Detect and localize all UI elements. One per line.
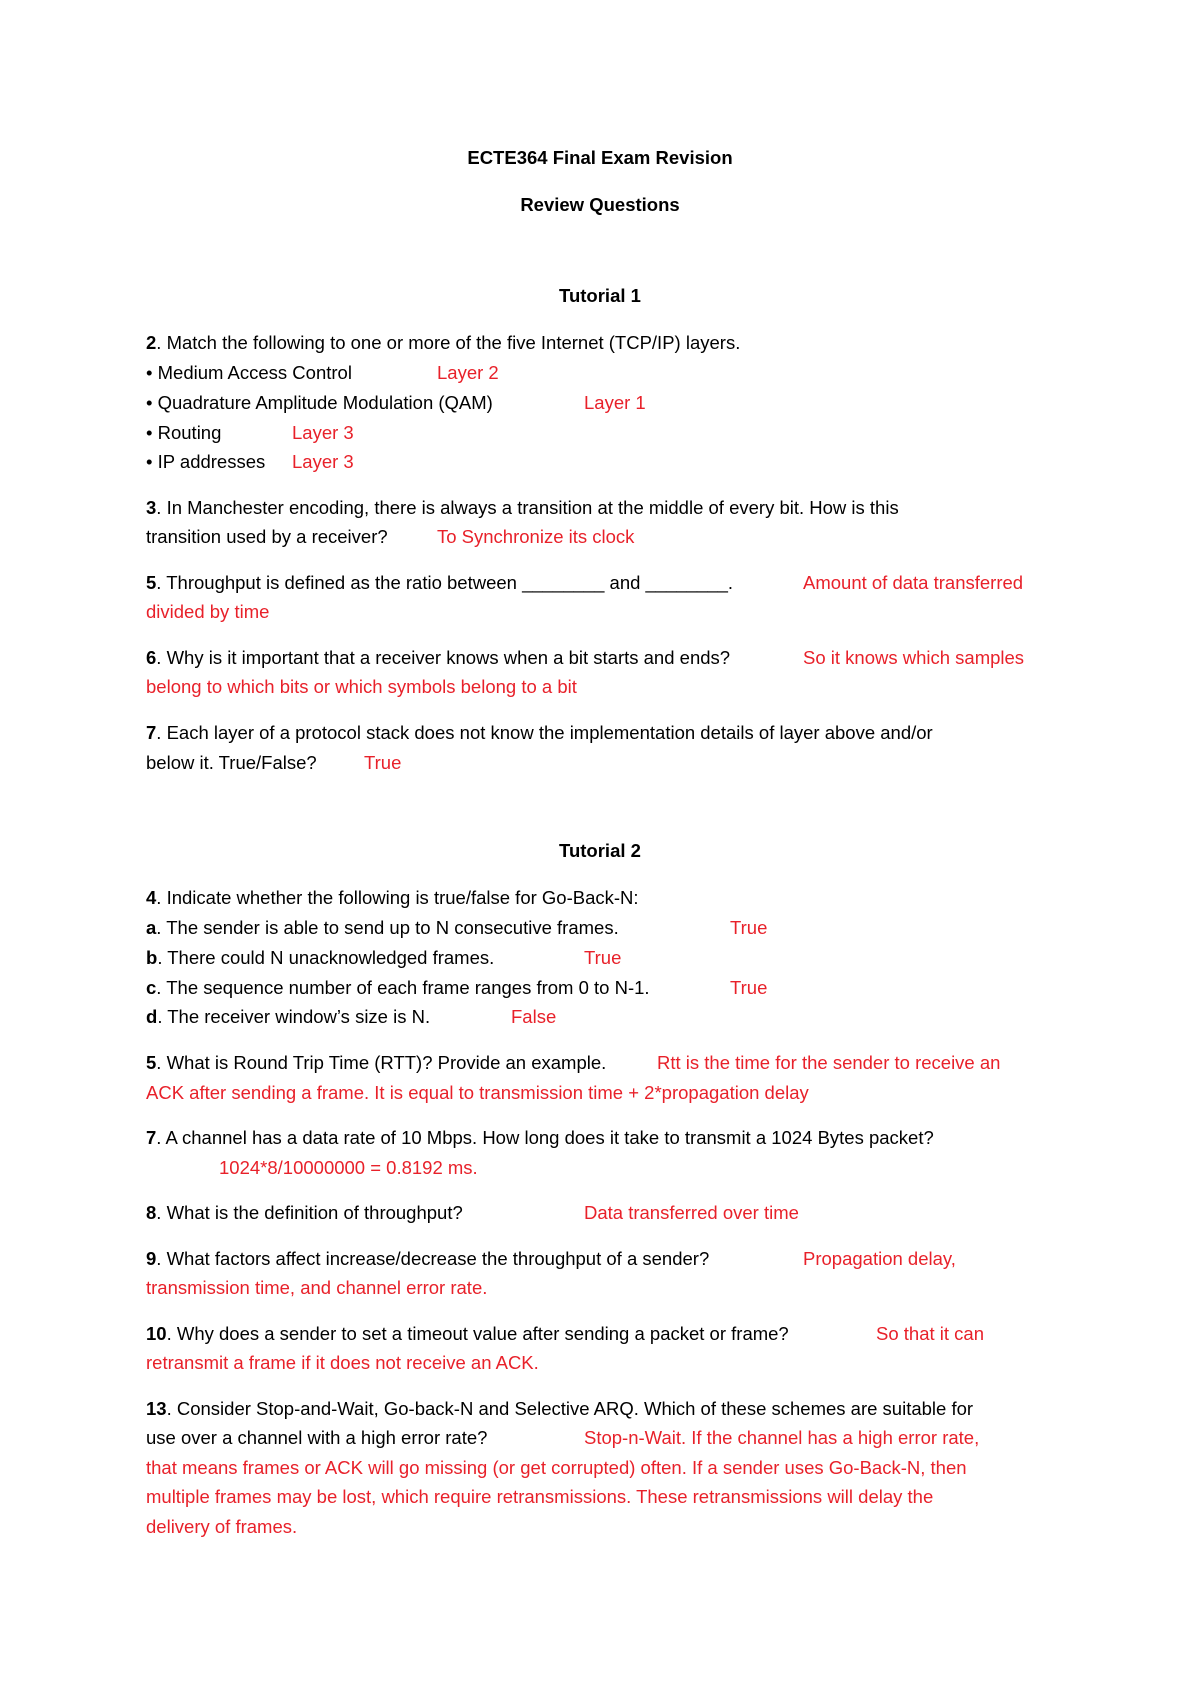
t2-q10-question: 10. Why does a sender to set a timeout value after sending a packet or frame? bbox=[146, 1323, 789, 1344]
t1-q5-answer-cont: divided by time bbox=[146, 601, 270, 622]
t2-q9-question: 9. What factors affect increase/decrease the throughput of a sender? bbox=[146, 1248, 710, 1269]
t2-q13-answer-cont: that means frames or ACK will go missing (or get corrupted) often. If a sender uses Go-Back-N, then bbox=[146, 1457, 967, 1478]
t2-q10-answer-cont: retransmit a frame if it does not receive an ACK. bbox=[146, 1352, 539, 1373]
t2-q4-item: a. The sender is able to send up to N consecutive frames. bbox=[146, 917, 619, 938]
tutorial-1-heading: Tutorial 1 bbox=[559, 285, 641, 306]
t1-q5-question: 5. Throughput is defined as the ratio between ________ and ________. bbox=[146, 572, 733, 593]
t2-q5-question: 5. What is Round Trip Time (RTT)? Provide an example. bbox=[146, 1052, 607, 1073]
t1-q7-answer: True bbox=[364, 752, 402, 773]
t2-q13-answer-cont: delivery of frames. bbox=[146, 1516, 298, 1537]
t1-q2-question: 2. Match the following to one or more of the five Internet (TCP/IP) layers. bbox=[146, 332, 741, 353]
t2-q4-item: b. There could N unacknowledged frames. bbox=[146, 947, 495, 968]
t2-q13-question-cont: use over a channel with a high error rate? bbox=[146, 1427, 488, 1448]
t2-q4-item: d. The receiver window’s size is N. bbox=[146, 1006, 431, 1027]
t1-q2-item: • IP addresses bbox=[146, 451, 266, 472]
t2-q10-answer: So that it can bbox=[876, 1323, 984, 1344]
t1-q5-answer: Amount of data transferred bbox=[803, 572, 1024, 593]
t2-q9-answer-cont: transmission time, and channel error rate. bbox=[146, 1277, 488, 1298]
t2-q9-answer: Propagation delay, bbox=[803, 1248, 956, 1269]
t2-q13-question: 13. Consider Stop-and-Wait, Go-back-N and Selective ARQ. Which of these schemes are suitable for bbox=[146, 1398, 974, 1419]
t2-q4-answer: True bbox=[730, 917, 768, 938]
t2-q8-answer: Data transferred over time bbox=[584, 1202, 799, 1223]
t2-q4-answer: False bbox=[511, 1006, 557, 1027]
t1-q2-answer: Layer 3 bbox=[292, 451, 354, 472]
t1-q7-question: 7. Each layer of a protocol stack does not know the implementation details of layer above and/or bbox=[146, 722, 933, 743]
document-title: ECTE364 Final Exam Revision bbox=[467, 147, 733, 168]
t1-q2-answer: Layer 1 bbox=[584, 392, 646, 413]
t2-q7-question: 7. A channel has a data rate of 10 Mbps. How long does it take to transmit a 1024 Bytes packet? bbox=[146, 1127, 934, 1148]
t1-q6-answer-cont: belong to which bits or which symbols belong to a bit bbox=[146, 676, 577, 697]
t2-q13-answer: Stop-n-Wait. If the channel has a high error rate, bbox=[584, 1427, 980, 1448]
t1-q2-item: • Medium Access Control bbox=[146, 362, 352, 383]
t2-q4-answer: True bbox=[584, 947, 622, 968]
t1-q3-question: 3. In Manchester encoding, there is always a transition at the middle of every bit. How is this bbox=[146, 497, 899, 518]
tutorial-2-heading: Tutorial 2 bbox=[559, 840, 641, 861]
t2-q4-item: c. The sequence number of each frame ranges from 0 to N-1. bbox=[146, 977, 650, 998]
t1-q3-answer: To Synchronize its clock bbox=[437, 526, 635, 547]
t2-q5-answer-cont: ACK after sending a frame. It is equal to transmission time + 2*propagation delay bbox=[146, 1082, 809, 1103]
t1-q2-item: • Quadrature Amplitude Modulation (QAM) bbox=[146, 392, 493, 413]
t1-q7-question-cont: below it. True/False? bbox=[146, 752, 317, 773]
t1-q6-question: 6. Why is it important that a receiver knows when a bit starts and ends? bbox=[146, 647, 731, 668]
t1-q2-item: • Routing bbox=[146, 422, 222, 443]
t2-q5-answer: Rtt is the time for the sender to receive an bbox=[657, 1052, 1001, 1073]
t1-q2-answer: Layer 2 bbox=[437, 362, 499, 383]
t1-q6-answer: So it knows which samples bbox=[803, 647, 1025, 668]
document-subtitle: Review Questions bbox=[520, 194, 680, 215]
t2-q4-question: 4. Indicate whether the following is true/false for Go-Back-N: bbox=[146, 887, 639, 908]
t1-q2-answer: Layer 3 bbox=[292, 422, 354, 443]
t1-q3-question-cont: transition used by a receiver? bbox=[146, 526, 388, 547]
t2-q7-answer: 1024*8/10000000 = 0.8192 ms. bbox=[219, 1157, 478, 1178]
t2-q4-answer: True bbox=[730, 977, 768, 998]
t2-q8-question: 8. What is the definition of throughput? bbox=[146, 1202, 463, 1223]
t2-q13-answer-cont: multiple frames may be lost, which require retransmissions. These retransmissions will delay the bbox=[146, 1486, 934, 1507]
